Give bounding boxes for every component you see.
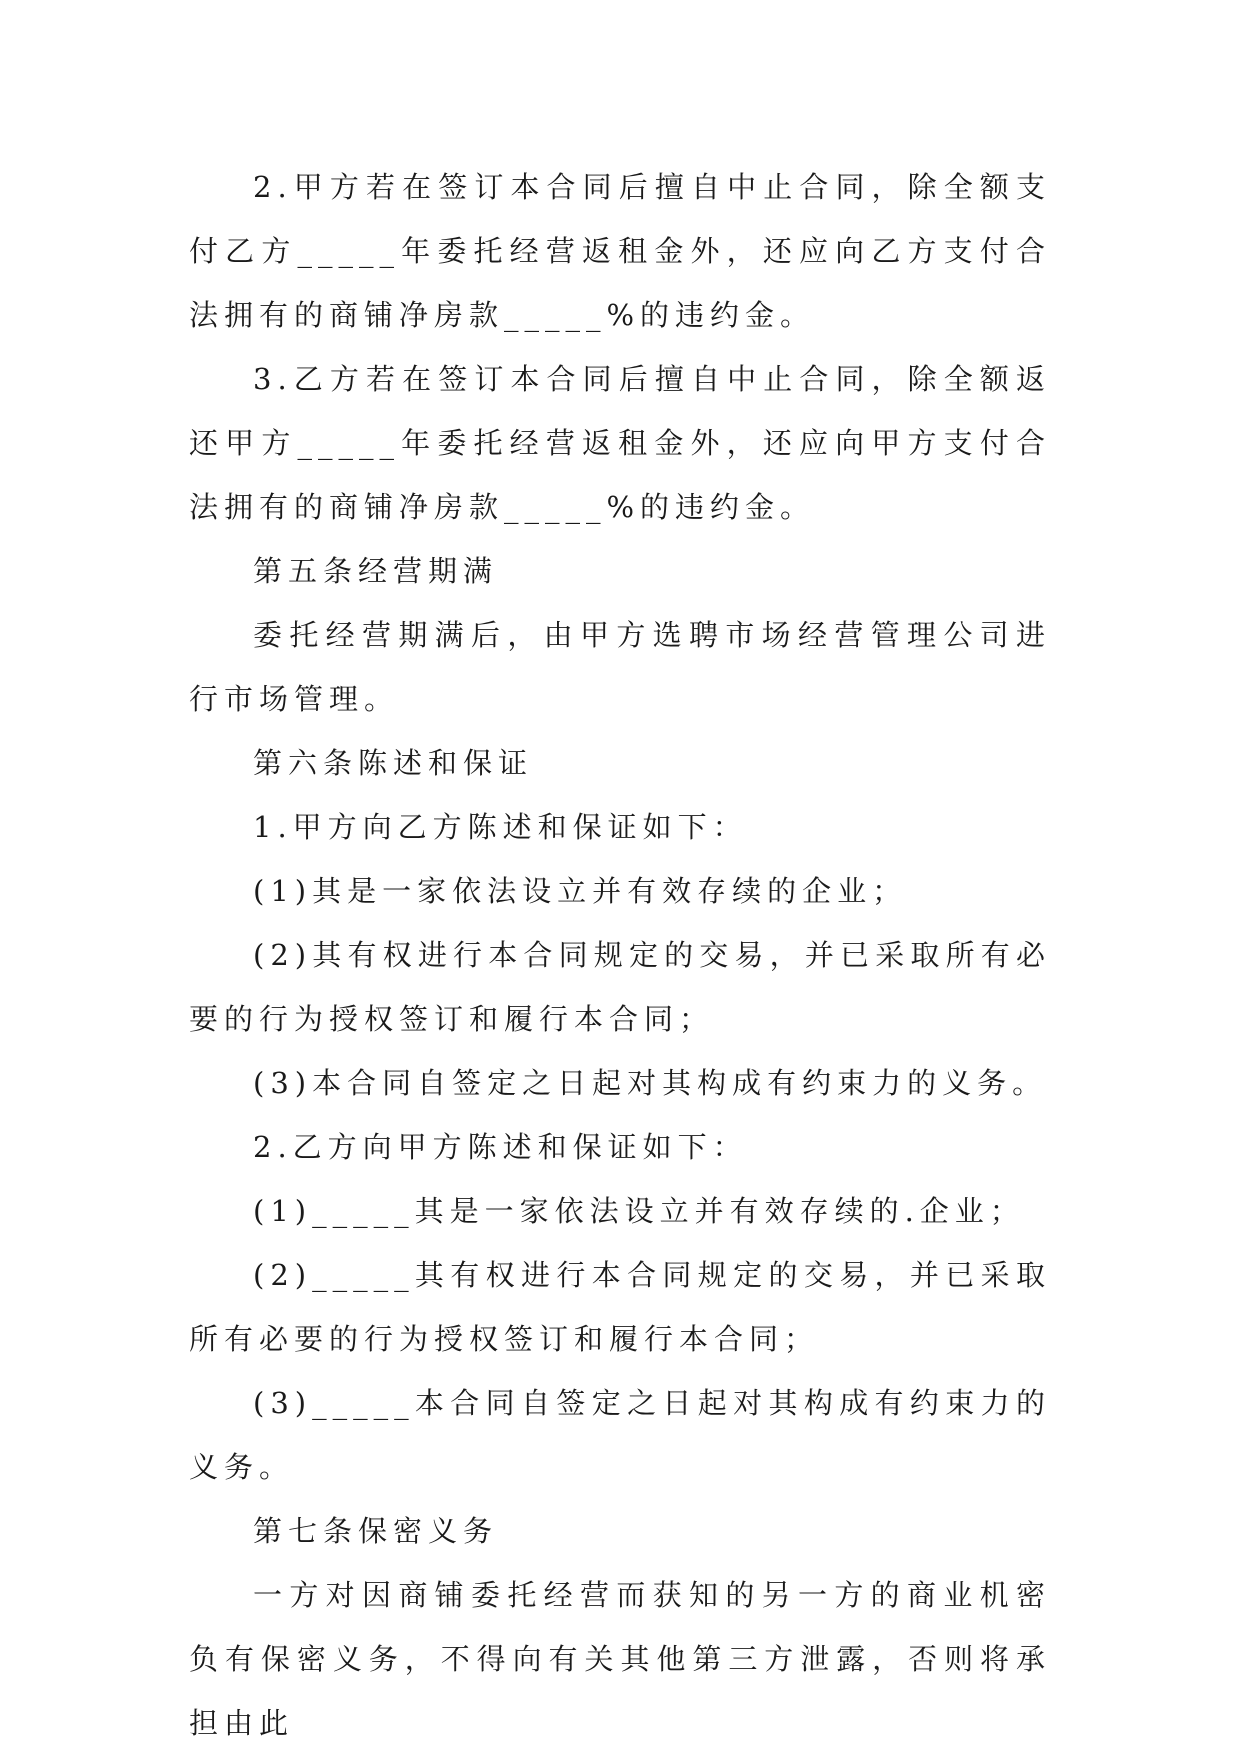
paragraph-party-b-item-1: (1)_____其是一家依法设立并有效存续的.企业； [253, 1194, 1025, 1228]
paragraph-clause-4-item-2: 2.甲方若在签订本合同后擅自中止合同，除全额支付乙方_____年委托经营返租金外，还应向乙方支付合法拥有的商铺净房款_____%的违约金。 [189, 170, 1051, 332]
paragraph-party-b-statement: 2.乙方向甲方陈述和保证如下： [253, 1130, 748, 1164]
heading-clause-6: 第六条陈述和保证 [253, 746, 534, 780]
paragraph-clause-4-item-3: 3.乙方若在签订本合同后擅自中止合同，除全额返还甲方_____年委托经营返租金外，还应向甲方支付合法拥有的商铺净房款_____%的违约金。 [189, 362, 1051, 524]
paragraph-party-b-item-3: (3)_____本合同自签定之日起对其构成有约束力的义务。 [189, 1386, 1051, 1484]
paragraph-party-b-item-2: (2)_____其有权进行本合同规定的交易，并已采取所有必要的行为授权签订和履行本合同； [189, 1258, 1051, 1356]
paragraph-clause-5-body: 委托经营期满后，由甲方选聘市场经营管理公司进行市场管理。 [189, 618, 1051, 716]
paragraph-party-a-item-3: (3)本合同自签定之日起对其构成有约束力的义务。 [253, 1066, 1048, 1100]
heading-clause-5: 第五条经营期满 [253, 554, 499, 588]
document-body [189, 155, 1051, 1755]
paragraph-clause-7-body: 一方对因商铺委托经营而获知的另一方的商业机密负有保密义务，不得向有关其他第三方泄露，否则将承担由此 [189, 1578, 1051, 1740]
paragraph-party-a-statement: 1.甲方向乙方陈述和保证如下： [253, 810, 748, 844]
heading-clause-7: 第七条保密义务 [253, 1514, 499, 1548]
paragraph-party-a-item-1: (1)其是一家依法设立并有效存续的企业； [253, 874, 908, 908]
paragraph-party-a-item-2: (2)其有权进行本合同规定的交易，并已采取所有必要的行为授权签订和履行本合同； [189, 938, 1051, 1036]
